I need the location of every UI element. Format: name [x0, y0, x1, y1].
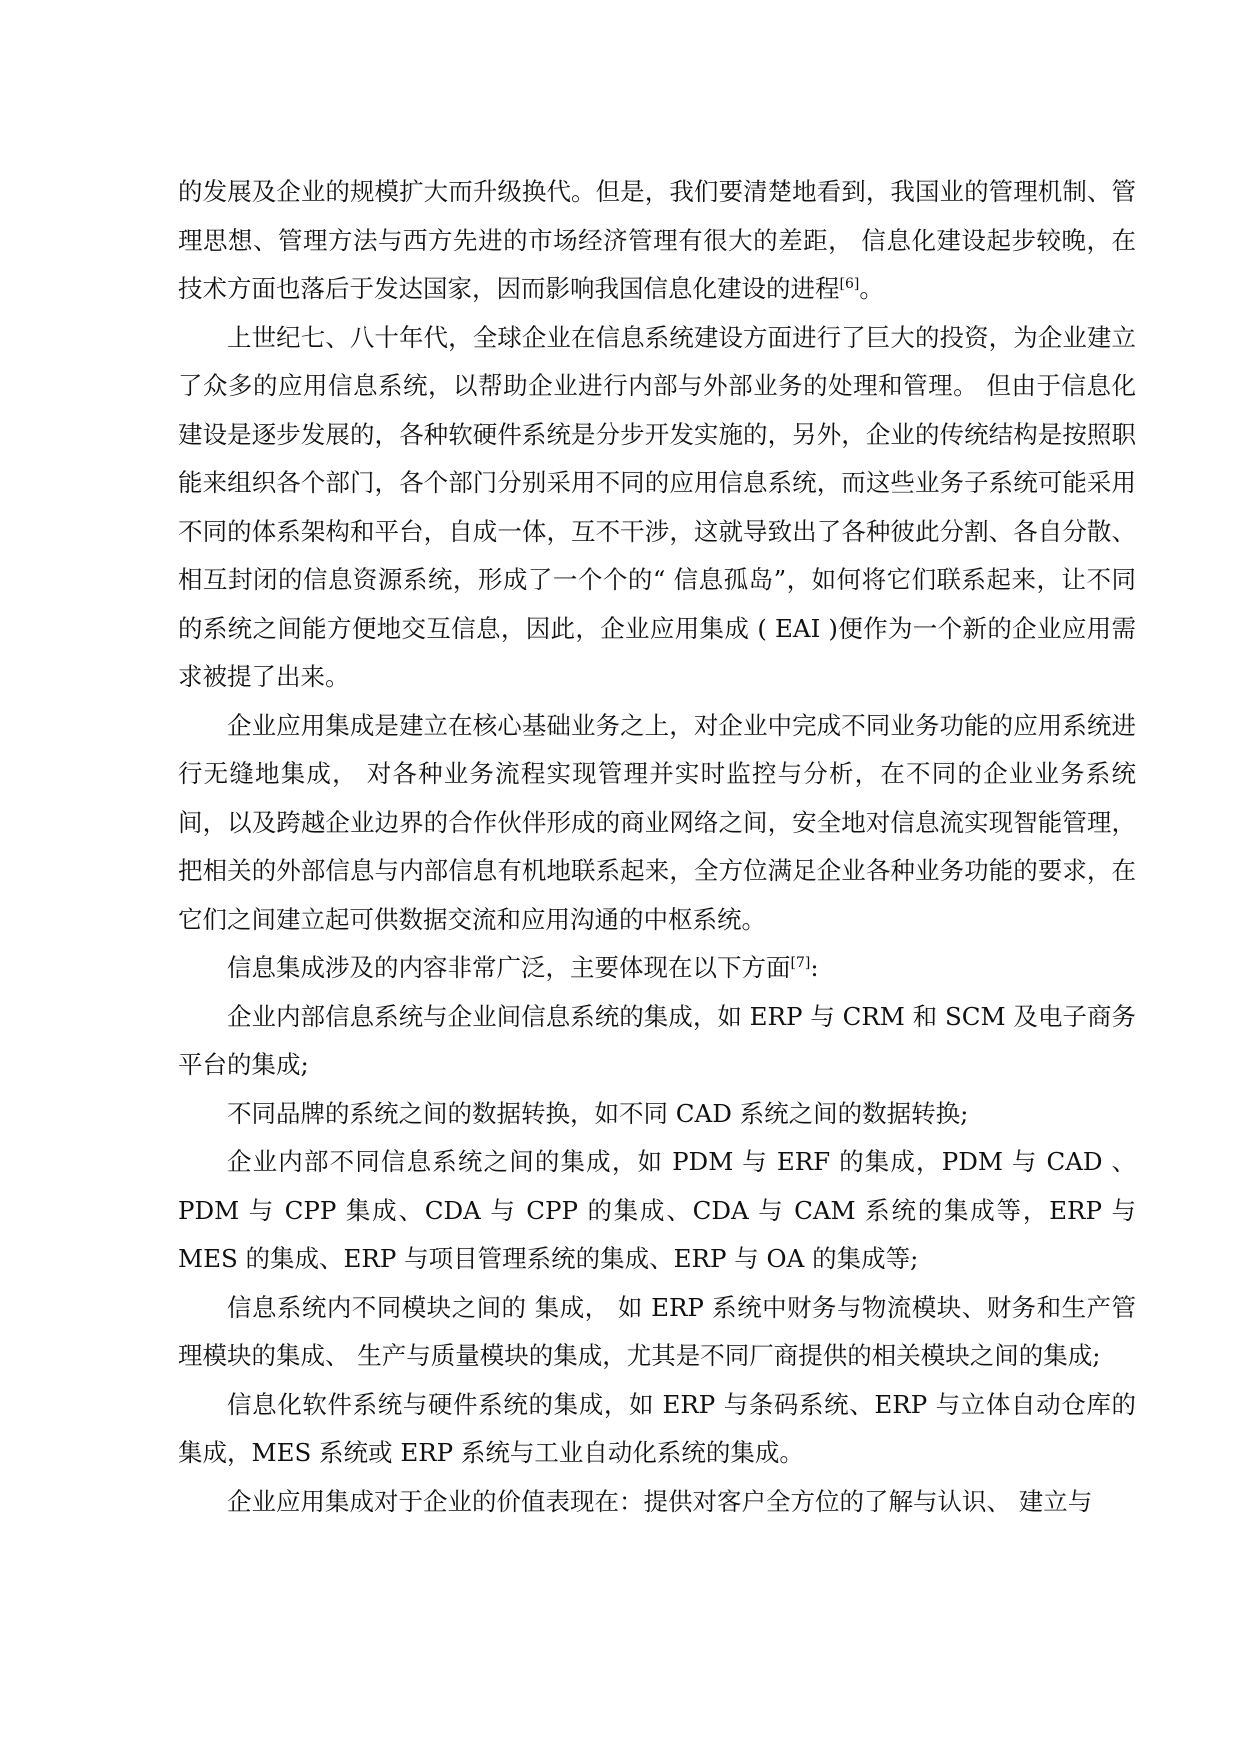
citation-ref: [7]	[790, 954, 811, 971]
paragraph: 企业内部不同信息系统之间的集成，如 PDM 与 ERF 的集成，PDM 与 CAD 、PDM 与 CPP 集成、CDA 与 CPP 的集成、CDA 与 CAM 系统的集成等，ERP 与 MES 的集成、ERP 与项目管理系统的集成、ERP 与 OA 的集成等;	[178, 1147, 1136, 1273]
paragraph: 企业内部信息系统与企业间信息系统的集成，如 ERP 与 CRM 和 SCM 及电子商务平台的集成;	[178, 1001, 1136, 1079]
paragraph-tail: 。	[859, 274, 884, 303]
paragraph: 信息系统内不同模块之间的 集成， 如 ERP 系统中财务与物流模块、财务和生产管理模块的集成、 生产与质量模块的集成，尤其是不同厂商提供的相关模块之间的集成;	[178, 1292, 1136, 1370]
paragraph-text: 的发展及企业的规模扩大而升级换代。但是，我们要清楚地看到，我国业的管理机制、管理思想、管理方法与西方先进的市场经济管理有很大的差距， 信息化建设起步较晚，在技术方面也落后于发达国家，因而影响我国信息化建设的进程	[178, 177, 1136, 303]
citation-ref: [6]	[839, 275, 860, 292]
paragraph-text: 信息集成涉及的内容非常广泛，主要体现在以下方面	[227, 953, 791, 982]
body-text	[178, 168, 1136, 1526]
paragraph: 信息化软件系统与硬件系统的集成，如 ERP 与条码系统、ERP 与立体自动仓库的集成，MES 系统或 ERP 系统与工业自动化系统的集成。	[178, 1389, 1136, 1467]
paragraph-continuation	[178, 168, 1136, 314]
paragraph: 上世纪七、八十年代，全球企业在信息系统建设方面进行了巨大的投资，为企业建立了众多的应用信息系统，以帮助企业进行内部与外部业务的处理和管理。 但由于信息化建设是逐步发展的，各种软硬件系统是分步开发实施的，另外，企业的传统结构是按照职能来组织各个部门，各个部门分别采用不同的应用信息系统，而这些业务子系统可能采用不同的体系架构和平台，自成一体，互不干涉，这就导致出了各种彼此分割、各自分散、相互封闭的信息资源系统，形成了一个个的“ 信息孤岛”，如何将它们联系起来，让不同的系统之间能方便地交互信息，因此，企业应用集成 ( EAI )便作为一个新的企业应用需求被提了出来。	[178, 322, 1136, 691]
paragraph: 企业应用集成对于企业的价值表现在：提供对客户全方位的了解与认识、 建立与	[227, 1486, 1093, 1516]
paragraph: 企业应用集成是建立在核心基础业务之上，对企业中完成不同业务功能的应用系统进行无缝地集成， 对各种业务流程实现管理并实时监控与分析，在不同的企业业务系统间，以及跨越企业边界的合作伙伴形成的商业网络之间，安全地对信息流实现智能管理， 把相关的外部信息与内部信息有机地联系起来，全方位满足企业各种业务功能的要求，在它们之间建立起可供数据交流和应用沟通的中枢系统。	[178, 710, 1136, 934]
paragraph-tail: :	[810, 953, 819, 982]
paragraph: 不同品牌的系统之间的数据转换，如不同 CAD 系统之间的数据转换;	[227, 1098, 969, 1128]
paragraph	[178, 944, 1136, 993]
